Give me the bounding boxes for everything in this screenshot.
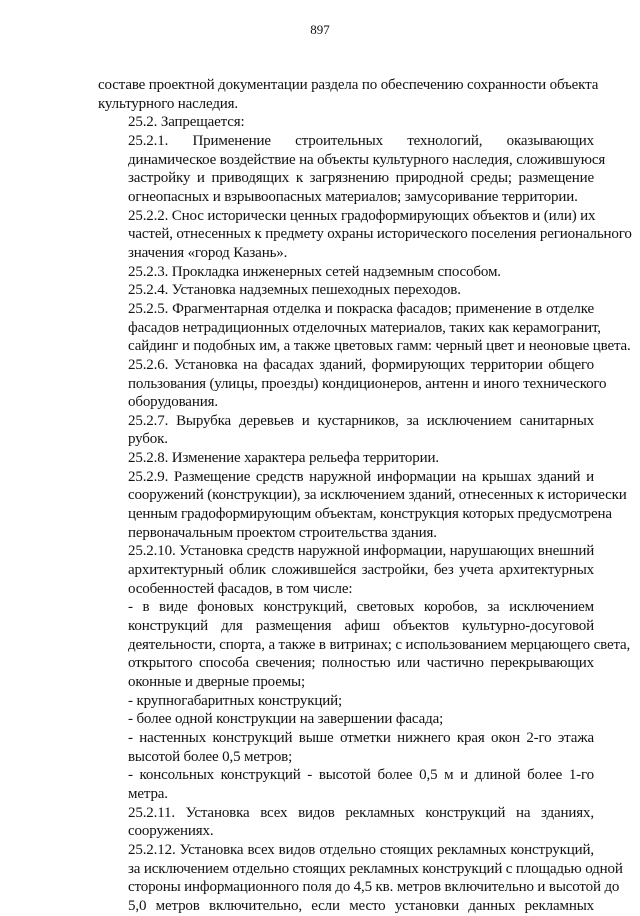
text-line: - крупногабаритных конструкций; — [128, 692, 343, 709]
text-line: сооружениях. — [128, 823, 214, 840]
text-line: 25.2.8. Изменение характера рельефа территории. — [128, 450, 439, 467]
text-line: рубок. — [128, 431, 168, 448]
text-line: 25.2.6. Установка на фасадах зданий, формирующих территории общего — [128, 356, 594, 373]
text-line: 25.2.5. Фрагментарная отделка и покраска фасадов; применение в отделке — [128, 300, 594, 317]
paragraph — [98, 766, 594, 803]
text-line: стороны информационного поля до 4,5 кв. метров включительно и высотой до — [128, 879, 620, 896]
paragraph — [98, 804, 594, 841]
text-line: за исключением отдельно стоящих рекламных конструкций с площадью одной — [128, 860, 623, 877]
text-line: ценным градоформирующим объектам, конструкция которых предусмотрена — [128, 506, 612, 523]
paragraph — [98, 729, 594, 766]
text-line: значения «город Казань». — [128, 244, 288, 261]
text-line: особенностей фасадов, в том числе: — [128, 580, 353, 597]
text-line: сайдинг и подобных им, а также цветовых гамм: черный цвет и неоновые цвета. — [128, 338, 631, 355]
document-body — [98, 76, 632, 916]
paragraph — [98, 449, 594, 468]
text-line: 25.2.4. Установка надземных пешеходных переходов. — [128, 282, 461, 299]
paragraph — [98, 692, 594, 711]
text-line: 25.2.1. Применение строительных технологий, оказывающих — [128, 132, 594, 149]
text-line: 5,0 метров включительно, если место установки данных рекламных — [128, 897, 594, 914]
paragraph — [98, 300, 631, 356]
text-line: конструкций для размещения афиш объектов культурно-досуговой — [128, 618, 594, 635]
text-line: 25.2.12. Установка всех видов отдельно стоящих рекламных конструкций, — [128, 841, 594, 858]
text-line: архитектурный облик сложившейся застройки, без учета архитектурных — [128, 562, 594, 579]
text-line: частей, отнесенных к предмету охраны исторического поселения регионального — [128, 226, 632, 243]
paragraph — [98, 710, 594, 729]
text-line: динамическое воздействие на объекты культурного наследия, сложившуюся — [128, 151, 606, 168]
paragraph — [98, 356, 607, 412]
paragraph — [98, 542, 594, 598]
text-line: открытого способа свечения; полностью или частично перекрывающих — [128, 655, 594, 672]
paragraph — [98, 598, 631, 691]
paragraph — [98, 76, 599, 113]
text-line: - консольных конструкций - высотой более 0,5 м и длиной более 1-го — [128, 767, 594, 784]
paragraph — [98, 113, 594, 132]
paragraph — [98, 207, 632, 263]
text-line: застройку и приводящих к загрязнению природной среды; размещение — [128, 170, 594, 187]
text-line: оборудования. — [128, 394, 218, 411]
text-line: огнеопасных и взрывоопасных материалов; замусоривание территории. — [128, 188, 578, 205]
paragraph — [98, 132, 606, 207]
text-line: составе проектной документации раздела по обеспечению сохранности объекта — [98, 77, 599, 93]
text-line: высотой более 0,5 метров; — [128, 748, 293, 765]
text-line: оконные и дверные проемы; — [128, 674, 305, 690]
text-line: первоначальным проектом строительства здания. — [128, 524, 437, 541]
text-line: - настенных конструкций выше отметки нижнего края окон 2-го этажа — [128, 729, 594, 746]
text-line: фасадов нетрадиционных отделочных материалов, таких как керамогранит, — [128, 319, 601, 336]
text-line: культурного наследия. — [98, 95, 239, 112]
text-line: деятельности, спорта, а также в витринах; с использованием мерцающего света, — [128, 636, 631, 653]
text-line: метра. — [128, 785, 168, 802]
paragraph — [98, 263, 594, 282]
paragraph — [98, 281, 594, 300]
paragraph — [98, 468, 627, 543]
text-line: - более одной конструкции на завершении фасада; — [128, 711, 444, 728]
text-line: 25.2.2. Снос исторически ценных градоформирующих объектов и (или) их — [128, 207, 596, 224]
text-line: пользования (улицы, проезды) кондиционеров, антенн и иного технического — [128, 375, 607, 392]
text-line: 25.2.10. Установка средств наружной информации, нарушающих внешний — [128, 543, 595, 560]
text-line: 25.2.11. Установка всех видов рекламных конструкций на зданиях, — [128, 804, 594, 821]
text-line: - в виде фоновых конструкций, световых коробов, за исключением — [128, 599, 594, 616]
text-line: 25.2. Запрещается: — [128, 114, 245, 131]
page-number: 897 — [310, 22, 330, 37]
paragraph — [98, 841, 623, 916]
text-line: 25.2.7. Вырубка деревьев и кустарников, за исключением санитарных — [128, 412, 594, 429]
paragraph — [98, 412, 594, 449]
text-line: сооружений (конструкции), за исключением зданий, отнесенных к исторически — [128, 487, 627, 504]
text-line: 25.2.3. Прокладка инженерных сетей надземным способом. — [128, 263, 501, 280]
text-line: 25.2.9. Размещение средств наружной информации на крышах зданий и — [128, 468, 594, 485]
